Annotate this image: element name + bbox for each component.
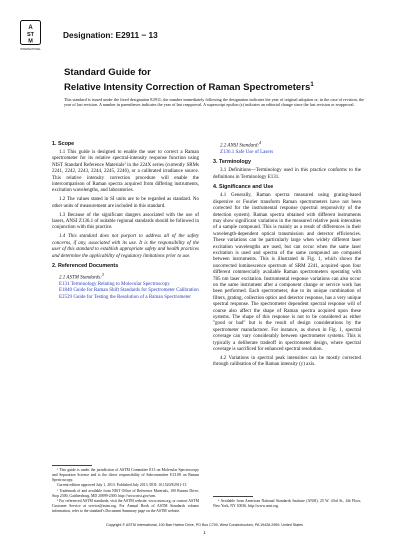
footnotes-left bbox=[52, 468, 199, 514]
designation: Designation: E2911 − 13 bbox=[63, 30, 158, 40]
ansi-standard-heading: 2.2 ANSI Standard:$^4$ bbox=[220, 140, 262, 149]
scope-heading: 1. Scope bbox=[52, 141, 75, 147]
footnotes-right bbox=[213, 499, 361, 509]
title-line-1: Standard Guide for bbox=[64, 67, 151, 78]
svg-text:ST: ST bbox=[26, 32, 35, 38]
footnote-2: ² Trademark of and available from NIST Office of Reference Materials, 100 Bureau Drive, Stop 2300, Gaithersburg, MD 20899-2300. http://www.nist.gov/srm. bbox=[52, 488, 199, 498]
para-4-2: 4.2 Variations in spectral peak intensities can be mostly corrected through calibration of the Raman intensity (y) axis. bbox=[213, 355, 361, 368]
para-1-2: 1.2 The values stated in SI units are to be regarded as standard. No other units of measurement are included in this standard. bbox=[52, 197, 199, 209]
footnote-rule-right bbox=[213, 496, 253, 497]
terminology-heading: 3. Terminology bbox=[213, 159, 251, 166]
astm-standards-heading: 2.1 ASTM Standards:$^3$ bbox=[59, 272, 104, 281]
para-1-4: 1.4 This standard does not purport to address all of the safety concerns, if any, associated with its use. It is the responsibility of the user of this standard to establish appropriate safety and health practices and determine the applicability of regulatory limitations prior to use. bbox=[52, 234, 199, 259]
significance-heading: 4. Significance and Use bbox=[213, 184, 274, 191]
para-3-1: 3.1 Definitions—Terminology used in this practice conforms to the definitions in Terminology E131. bbox=[213, 168, 361, 180]
para-4-1: 4.1 Generally, Raman spectra measured using grating-based dispersive or Fourier transform Raman spectrometers have not been corrected for the instrumental response (spectral responsivity of the detection system). Raman spectra obtained with different instruments may show significant variations in the measured relative peak intensities of a sample compound. This is mainly as a result of differences in their wavelength-dependent optical transmission and detector efficiencies. These variations can be particularly large when widely different laser excitation wavelengths are used, but can occur when the same laser excitation is used and spectra of the same compound are compared between instruments. This is illustrated in Fig. 1, which shows the uncorrected luminescence spectrum of SRM 2241, acquired upon four different commercially available Raman spectrometers operating with 785 nm laser excitation. Instrumental response variations can also occur on the same instrument after a component change or service work has been performed. Each spectrometer, due to its unique combination of filters, grating, collection optics and detector response, has a very unique spectral response. The spectrometer dependent spectral response will of course also affect the shape of Raman spectra acquired upon these systems. The shape of this response is not to be considered as either "good or bad" but is the result of design considerations by the spectrometer manufacturer. For instance, as shown in Fig. 1, spectral coverage can vary considerably between spectrometer systems. This is typically a deliberate tradeoff in spectrometer design, where spectral coverage is sacrificed for enhanced spectral resolution. bbox=[213, 193, 361, 353]
left-column bbox=[52, 138, 199, 301]
intro-note: This standard is issued under the fixed designation E2911; the number immediately following the designation indicates the year of original adoption or, in the case of revision, the year of last revision. A number in parentheses indicates the year of last reapproval. A superscript epsilon (ε) indicates an editorial change since the last revision or reapproval. bbox=[64, 97, 364, 108]
ref-e1840[interactable]: E1840 Guide for Raman Shift Standards for Spectrometer Calibration bbox=[59, 288, 199, 294]
right-column bbox=[213, 138, 361, 371]
footnote-1: ¹ This guide is under the jurisdiction of ASTM Committee E13 on Molecular Spectroscopy and Separation Science and is the direct responsibility of Subcommittee E13.08 on Raman Spectroscopy. bbox=[52, 468, 199, 482]
astm-logo bbox=[20, 20, 41, 51]
footnote-1-edition: Current edition approved July 1, 2013. Published July 2013. DOI: 10.1520/E2911-13 bbox=[57, 483, 187, 488]
referenced-documents-heading: 2. Referenced Documents bbox=[52, 263, 119, 269]
footnote-3: ³ For referenced ASTM standards, visit the ASTM website, www.astm.org, or contact ASTM Customer Service at service@astm.org. For Annual Book of ASTM Standards volume information, refer to the standard's Document Summary page on the ASTM website. bbox=[52, 499, 199, 513]
document-title bbox=[64, 67, 374, 94]
footnote-4: ⁴ Available from American National Standards Institute (ANSI), 25 W. 43rd St., 4th Floor, New York, NY 10036, http://www.ansi.org. bbox=[213, 499, 361, 508]
para-1-3: 1.3 Because of the significant dangers associated with the use of lasers, ANSI Z136.1 of suitable regional standards should be followed in conjunction with this practice. bbox=[52, 212, 199, 231]
ref-e131[interactable]: E131 Terminology Relating to Molecular Spectroscopy bbox=[59, 282, 170, 288]
footnote-rule-left bbox=[52, 465, 92, 466]
svg-text:A: A bbox=[28, 25, 33, 31]
para-1-1: 1.1 This guide is designed to enable the user to correct a Raman spectrometer for its relative spectral-intensity response function using NIST Standard Reference Materials² in the 224X series (currently SRMs 2241, 2242, 2243, 2244, 2245, 2246), or a calibrated irradiance source. This relative intensity correction procedure will enable the intercomparison of Raman spectra acquired from differing instruments, excitation wavelengths, and laboratories. bbox=[52, 150, 199, 194]
page-number: 1 bbox=[203, 530, 206, 535]
ref-z136-1[interactable]: Z136.1 Safe Use of Lasers bbox=[220, 150, 274, 156]
copyright-line: Copyright © ASTM International, 100 Barr Harbor Drive, PO Box C700, West Conshohocken, PA 19428-2959. United States bbox=[106, 523, 303, 527]
svg-text:INTERNATIONAL: INTERNATIONAL bbox=[20, 48, 41, 51]
title-line-2: Relative Intensity Correction of Raman Spectrometers$^1$ bbox=[64, 82, 314, 94]
ref-e2529[interactable]: E2529 Guide for Testing the Resolution of a Raman Spectrometer bbox=[59, 294, 191, 300]
svg-text:M: M bbox=[28, 38, 33, 45]
